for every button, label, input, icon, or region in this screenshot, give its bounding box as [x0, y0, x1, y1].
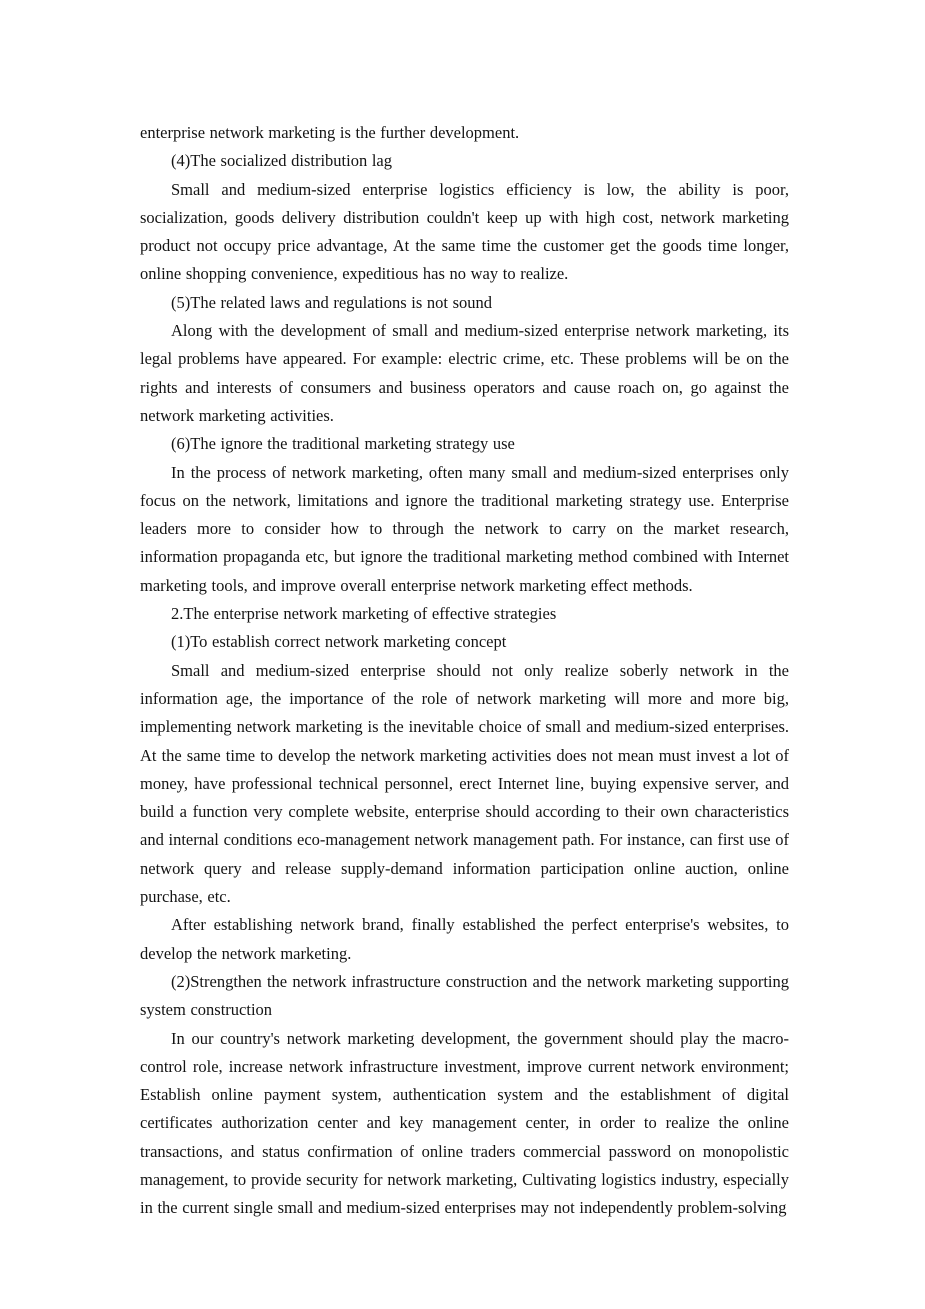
paragraph-network-brand: After establishing network brand, finally established the perfect enterprise's websites, to develop the network marketing. — [140, 915, 789, 963]
paragraph-ignore-traditional: In the process of network marketing, often many small and medium-sized enterprises only focus on the network, limitations and ignore the traditional marketing strategy use. Enterprise leaders more to consider how to through the network to carry on the market research, information propaganda etc, but ignore the traditional marketing method combined with Internet marketing tools, and improve overall enterprise network marketing effect methods. — [140, 462, 789, 595]
heading-section-2: 2.The enterprise network marketing of effective strategies — [171, 604, 557, 624]
heading-item-4: (4)The socialized distribution lag — [171, 151, 392, 171]
document-text-block — [140, 119, 789, 1223]
paragraph-laws-regulations: Along with the development of small and medium-sized enterprise network marketing, its legal problems have appeared. For example: electric crime, etc. These problems will be on the rights and interests of consumers and business operators and cause roach on, go against the network marketing activities. — [140, 321, 789, 425]
paragraph-establish-concept: Small and medium-sized enterprise should not only realize soberly network in the information age, the importance of the role of network marketing will more and more big, implementing network marketing is the inevitable choice of small and medium-sized enterprises. At the same time to develop the network marketing activities does not mean must invest a lot of money, have professional technical personnel, erect Internet line, buying expensive server, and build a function very complete website, enterprise should according to their own characteristics and internal conditions eco-management network management path. For instance, can first use of network query and release supply-demand information participation online auction, online purchase, etc. — [140, 660, 789, 907]
paragraph-socialized-distribution: Small and medium-sized enterprise logistics efficiency is low, the ability is poor, socialization, goods delivery distribution couldn't keep up with high cost, network marketing product not occupy price advantage, At the same time the customer get the goods time longer, online shopping convenience, expeditious has no way to realize. — [140, 179, 789, 284]
heading-strategy-2: (2)Strengthen the network infrastructure construction and the network marketing supporting system construction — [140, 971, 789, 1020]
heading-strategy-1: (1)To establish correct network marketing concept — [171, 632, 507, 652]
heading-item-6: (6)The ignore the traditional marketing strategy use — [171, 434, 515, 454]
paragraph-infrastructure: In our country's network marketing development, the government should play the macro-control role, increase network infrastructure investment, improve current network environment; Establish online payment system, authentication system and the establishment of digital certificates authorization center and key management center, in order to realize the online transactions, and status confirmation of online traders commercial password on monopolistic management, to provide security for network marketing, Cultivating logistics industry, especially in the current single small and medium-sized enterprises may not independently problem-solving — [140, 1028, 789, 1218]
continuation-paragraph: enterprise network marketing is the further development. — [140, 123, 520, 142]
heading-item-5: (5)The related laws and regulations is not sound — [171, 292, 493, 312]
